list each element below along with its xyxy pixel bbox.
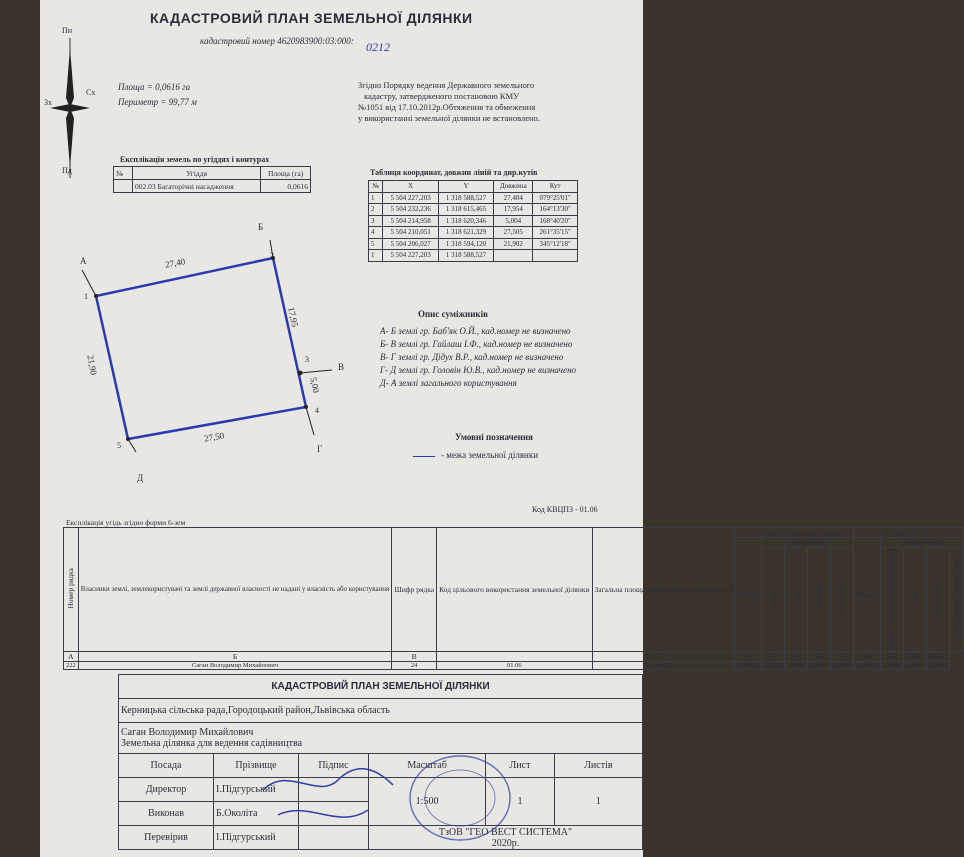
table-row — [369, 215, 578, 227]
document-title: КАДАСТРОВИЙ ПЛАН ЗЕМЕЛЬНОЇ ДІЛЯНКИ — [150, 10, 473, 26]
form-index-cell: А — [64, 651, 79, 661]
point-4: 4 — [315, 406, 319, 415]
coords-title: Таблиця координат, довжин ліній та дир.кутів — [370, 168, 538, 177]
coords-cell: 079°25'01" — [533, 192, 578, 204]
form-data-cell: 0,0000 — [853, 661, 880, 669]
coords-header-cell: № — [369, 181, 383, 193]
form-index-cell: 8 — [785, 651, 808, 661]
form-data-cell: 0,0616 — [735, 661, 762, 669]
form-title: Експлікація угідь згідно форми 6-зем — [66, 518, 186, 527]
letter-b: Б — [258, 222, 264, 232]
kvcpz-code: Код КВЦПЗ - 01.06 — [532, 505, 598, 514]
form-data-cell: 0,0000 — [808, 661, 831, 669]
area-text: Площа = 0,0616 га — [118, 82, 191, 92]
coords-cell: 5 504 227,203 — [383, 192, 438, 204]
coords-cell: 5 504 210,051 — [383, 227, 438, 239]
compass-north-label: Пн — [62, 26, 73, 35]
legal-note: Згідно Порядку ведення Державного земельного кадастру, затвердженого постановою КМУ №1051 від 17.10.2012р.Обтяження та обмеження у використанні земельної ділянки не встановлено. — [358, 80, 540, 123]
table-row — [369, 204, 578, 216]
coords-cell: 5,004 — [494, 215, 533, 227]
form-index-cell: 35.1 — [903, 651, 926, 661]
form-data-cell: Саган Володимир Михайлович — [78, 661, 391, 669]
compass-east-label: Сх — [86, 88, 96, 97]
coords-cell: 17,954 — [494, 204, 533, 216]
coords-cell: 5 504 232,236 — [383, 204, 438, 216]
form-index-cell: 35.3 — [926, 651, 949, 661]
coords-header-cell: Кут — [533, 181, 578, 193]
coords-cell: 4 — [369, 227, 383, 239]
table-row — [369, 192, 578, 204]
coords-cell: 1 318 588,527 — [438, 250, 493, 262]
form-data-cell: 0,0000 — [830, 661, 853, 669]
form-data-cell: 24 — [392, 661, 437, 669]
form-index-cell: 35 — [880, 651, 903, 661]
letter-a: А — [80, 256, 87, 266]
coords-cell: 1 318 620,346 — [438, 215, 493, 227]
coords-header-cell: X — [383, 181, 438, 193]
letter-g: Г — [317, 444, 323, 454]
compass-west-label: Зх — [44, 98, 53, 107]
form-data-cell: 0,0000 — [762, 661, 785, 669]
letter-v: В — [338, 362, 345, 372]
title-block: КАДАСТРОВИЙ ПЛАН ЗЕМЕЛЬНОЇ ДІЛЯНКИ Керницька сільська рада,Городоцький район,Львівська область Саган Володимир Михайлович Земельна ділянка для ведення садівництва Посада Прізвище Підпис Масштаб Лист Листів Директор І.Підгурський 1:500 1 1 Виконав Б.Околіта Перевірив І.Підгурський ТзОВ "ГЕО ВЕСТ СИСТЕМА" 2020р. — [118, 674, 643, 850]
coords-cell: 1 — [369, 250, 383, 262]
side-2-length: 17,95 — [286, 306, 301, 328]
coords-cell: 5 504 214,958 — [383, 215, 438, 227]
coords-cell: 1 — [369, 192, 383, 204]
form-index-cell: 12 — [830, 651, 853, 661]
point-1: 1 — [84, 292, 88, 301]
form-index-cell: В — [392, 651, 437, 661]
table-row — [369, 250, 578, 262]
coordinates-table — [368, 180, 578, 262]
form-data-cell: 0,0616 — [592, 661, 735, 669]
form-index-cell: 11 — [808, 651, 831, 661]
boundary-line-symbol — [413, 456, 435, 457]
coords-cell: 164°13'30" — [533, 204, 578, 216]
compass-south-label: Пд — [62, 166, 72, 175]
coords-cell: 345°12'18" — [533, 238, 578, 250]
coords-cell: 27,505 — [494, 227, 533, 239]
form-index-cell: 34 — [853, 651, 880, 661]
signature-scribble-icon — [258, 760, 398, 840]
explication-form-table: Номер рядка Власники землі, землекористувачі та землі державної власності не надані у власність або користування Шифр рядка Код цільового використання земельної ділянки Загальна площа земель, всього га гр4+гр34 сільськогосподарські угіддя забудовані землі Всього у тому числі Всього у тому числі Рілля сади сіножаті пасовища одно- та двоповерхова забудова з них Капітальна Прибудованою територією А Б В 2 4 5 8 11 12 34 35 35.1 35.3 222 Саган Володимир Михайлович 24 01.06 0,0616 0,0616 0,0000 0,0616 0,0000 0,0000 0,0000 0,0000 0,0000 0,0000 — [63, 527, 964, 670]
coords-cell: 5 504 206,027 — [383, 238, 438, 250]
form-data-cell: 0,0000 — [903, 661, 926, 669]
table-row — [369, 238, 578, 250]
side-5-length: 21,90 — [85, 354, 99, 376]
form-data-cell: 0,0000 — [880, 661, 903, 669]
form-data-cell: 0,0616 — [785, 661, 808, 669]
handwritten-number: 0212 — [366, 40, 390, 54]
point-3: 3 — [305, 355, 309, 364]
form-index-cell: 5 — [762, 651, 785, 661]
legend-item: - межа земельної ділянки — [441, 450, 539, 460]
explication-title: Експлікація земель по угіддях і контурах — [120, 155, 270, 164]
coords-header-cell: Y — [438, 181, 493, 193]
form-index-cell: 2 — [592, 651, 735, 661]
neighbours-list: А- Б землі гр. Баб'як О.Й., кад.номер не визначено Б- В землі гр. Гайлаш І.Ф., кад.номер не визначено В- Г землі гр. Дідух В.Р., кад.номер не визначено Г- Д землі гр. Головін Ю.В., кад.номер не визначено Д- А землі загального користування — [380, 326, 577, 388]
coords-cell: 168°40'20" — [533, 215, 578, 227]
coords-cell: 5 504 227,203 — [383, 250, 438, 262]
form-data-cell: 0,0000 — [926, 661, 949, 669]
point-5: 5 — [117, 441, 121, 450]
legend-title: Умовні позначення — [455, 432, 533, 442]
form-index-cell — [437, 651, 592, 661]
coords-cell: 2 — [369, 204, 383, 216]
coords-cell: 5 — [369, 238, 383, 250]
side-3-length: 5,00 — [308, 376, 322, 394]
letter-d: Д — [137, 473, 144, 483]
table-row — [369, 227, 578, 239]
compass-rose-icon — [46, 28, 106, 188]
coords-cell: 21,902 — [494, 238, 533, 250]
coords-header-cell: Довжина — [494, 181, 533, 193]
perimeter-text: Периметр = 99,77 м — [118, 97, 197, 107]
coords-cell — [533, 250, 578, 262]
side-1-length: 27,40 — [164, 256, 186, 270]
company-stamp-icon — [405, 748, 515, 848]
coords-cell: 1 318 615,465 — [438, 204, 493, 216]
coords-cell — [494, 250, 533, 262]
neighbours-title: Опис суміжників — [418, 309, 488, 319]
side-4-length: 27,50 — [203, 430, 225, 444]
point-2: 2 — [270, 251, 274, 260]
coords-cell: 27,404 — [494, 192, 533, 204]
form-index-cell: Б — [78, 651, 391, 661]
coords-cell: 3 — [369, 215, 383, 227]
cadastral-number: кадастровий номер 4620983900:03:000: — [200, 36, 354, 46]
explication-table: № Угіддя Площа (га) 002.03 Багаторічні насадження 0,0616 — [113, 166, 311, 193]
coords-cell: 1 318 588,527 — [438, 192, 493, 204]
form-index-cell: 4 — [735, 651, 762, 661]
form-data-cell: 222 — [64, 661, 79, 669]
coords-cell: 1 318 621,329 — [438, 227, 493, 239]
form-data-cell: 01.06 — [437, 661, 592, 669]
coords-cell: 1 318 594,120 — [438, 238, 493, 250]
coords-cell: 261°35'15" — [533, 227, 578, 239]
